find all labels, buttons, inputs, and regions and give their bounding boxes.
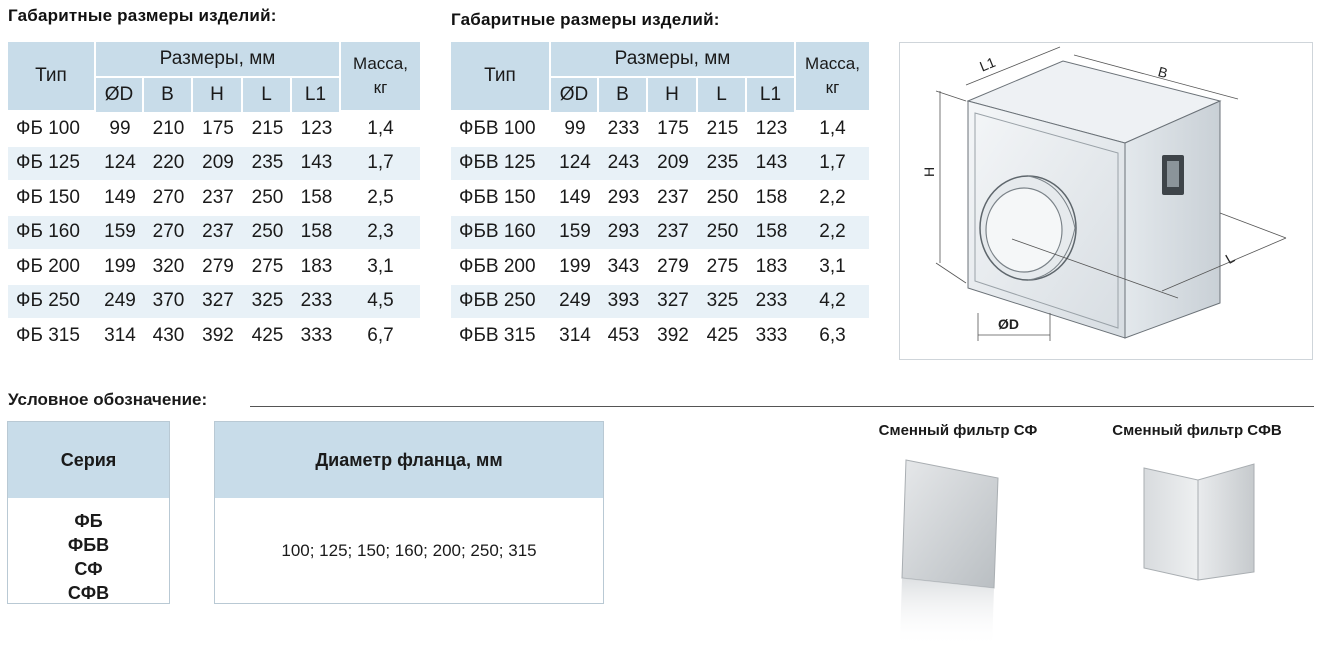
table-cell: 175 <box>193 112 243 147</box>
header-mass-line1: Масса, <box>353 54 408 73</box>
table-cell: 293 <box>599 216 648 251</box>
header-mass-line2: кг <box>373 78 388 97</box>
table-cell: 392 <box>193 319 243 354</box>
table-cell: 237 <box>193 216 243 251</box>
cell-type: ФБВ 125 <box>451 147 551 182</box>
cell-type: ФБ 125 <box>8 147 96 182</box>
table-cell: 333 <box>747 319 796 354</box>
table-cell: 243 <box>599 147 648 182</box>
table-row <box>451 147 869 182</box>
table-cell: 158 <box>292 181 341 216</box>
header-col-b: B <box>144 78 193 112</box>
cell-type: ФБ 100 <box>8 112 96 147</box>
table-cell: 1,7 <box>341 147 420 182</box>
table-cell: 124 <box>551 147 599 182</box>
table-cell: 235 <box>698 147 747 182</box>
table-cell: 250 <box>243 181 292 216</box>
cell-type: ФБВ 250 <box>451 285 551 320</box>
table-row <box>8 250 420 285</box>
table-row <box>8 285 420 320</box>
table-cell: 1,4 <box>796 112 869 147</box>
label-l1: L1 <box>977 53 998 75</box>
table-cell: 159 <box>551 216 599 251</box>
dimensions-table-fb <box>8 42 420 354</box>
table-cell: 123 <box>292 112 341 147</box>
table-cell: 159 <box>96 216 144 251</box>
cell-type: ФБ 250 <box>8 285 96 320</box>
table-cell: 250 <box>698 216 747 251</box>
filter-sf-image <box>880 450 1040 650</box>
cell-type: ФБВ 315 <box>451 319 551 354</box>
table-row <box>8 181 420 216</box>
table-row <box>451 285 869 320</box>
table-cell: 3,1 <box>796 250 869 285</box>
series-item: СФ <box>74 559 103 579</box>
header-col-l: L <box>698 78 747 112</box>
cell-type: ФБВ 150 <box>451 181 551 216</box>
diameter-header: Диаметр фланца, мм <box>215 422 603 498</box>
table-cell: 393 <box>599 285 648 320</box>
table-cell: 183 <box>292 250 341 285</box>
table-cell: 325 <box>243 285 292 320</box>
table-cell: 237 <box>648 216 698 251</box>
table-cell: 199 <box>551 250 599 285</box>
dimensions-table-fbv <box>451 42 869 354</box>
table-cell: 270 <box>144 181 193 216</box>
label-d: ØD <box>998 316 1019 332</box>
series-card <box>7 421 170 604</box>
table-cell: 320 <box>144 250 193 285</box>
table-cell: 430 <box>144 319 193 354</box>
table-cell: 279 <box>193 250 243 285</box>
header-mass-line1: Масса, <box>805 54 860 73</box>
table-cell: 199 <box>96 250 144 285</box>
dimension-diagram <box>899 42 1313 360</box>
header-type: Тип <box>451 42 551 112</box>
table-cell: 392 <box>648 319 698 354</box>
table-row <box>8 216 420 251</box>
table-cell: 233 <box>747 285 796 320</box>
table-cell: 343 <box>599 250 648 285</box>
table-cell: 4,2 <box>796 285 869 320</box>
table-cell: 314 <box>96 319 144 354</box>
table-cell: 425 <box>243 319 292 354</box>
table-cell: 250 <box>698 181 747 216</box>
table-cell: 99 <box>551 112 599 147</box>
table-cell: 143 <box>747 147 796 182</box>
header-col-l1: L1 <box>292 78 341 112</box>
series-item: ФБ <box>74 511 103 531</box>
header-col-d: ØD <box>551 78 599 112</box>
diameter-card <box>214 421 604 604</box>
series-item: ФБВ <box>67 535 110 555</box>
table-cell: 209 <box>648 147 698 182</box>
label-b: B <box>1156 63 1170 82</box>
table-cell: 314 <box>551 319 599 354</box>
table-cell: 2,2 <box>796 181 869 216</box>
left-table-heading: Габаритные размеры изделий: <box>8 6 277 25</box>
table-cell: 249 <box>551 285 599 320</box>
header-col-d: ØD <box>96 78 144 112</box>
table-row <box>451 181 869 216</box>
cell-type: ФБВ 200 <box>451 250 551 285</box>
filter-sfv-image <box>1130 450 1280 640</box>
filter-sfv-title: Сменный фильтр СФВ <box>1112 422 1282 439</box>
table-cell: 149 <box>551 181 599 216</box>
table-row <box>8 112 420 147</box>
header-mass <box>341 42 420 112</box>
table-cell: 158 <box>292 216 341 251</box>
header-col-h: H <box>193 78 243 112</box>
series-header: Серия <box>8 422 169 498</box>
table-cell: 175 <box>648 112 698 147</box>
table-cell: 235 <box>243 147 292 182</box>
table-row <box>451 216 869 251</box>
table-cell: 123 <box>747 112 796 147</box>
table-cell: 3,1 <box>341 250 420 285</box>
header-mass <box>796 42 869 112</box>
header-type: Тип <box>8 42 96 112</box>
table-cell: 6,3 <box>796 319 869 354</box>
legend-title: Условное обозначение: <box>8 390 208 409</box>
table-cell: 4,5 <box>341 285 420 320</box>
table-cell: 6,7 <box>341 319 420 354</box>
table-cell: 279 <box>648 250 698 285</box>
table-cell: 99 <box>96 112 144 147</box>
table-cell: 209 <box>193 147 243 182</box>
header-dimensions: Размеры, мм <box>96 42 341 78</box>
filter-sf-title: Сменный фильтр СФ <box>878 422 1038 439</box>
table-cell: 183 <box>747 250 796 285</box>
header-col-h: H <box>648 78 698 112</box>
table-cell: 425 <box>698 319 747 354</box>
table-cell: 158 <box>747 216 796 251</box>
table-cell: 249 <box>96 285 144 320</box>
legend-divider <box>250 406 1314 407</box>
cell-type: ФБ 150 <box>8 181 96 216</box>
table-cell: 237 <box>648 181 698 216</box>
header-dimensions: Размеры, мм <box>551 42 796 78</box>
header-col-l: L <box>243 78 292 112</box>
table-cell: 1,7 <box>796 147 869 182</box>
table-cell: 327 <box>193 285 243 320</box>
label-l: L <box>1222 249 1238 267</box>
table-cell: 250 <box>243 216 292 251</box>
table-cell: 220 <box>144 147 193 182</box>
header-col-l1: L1 <box>747 78 796 112</box>
header-mass-line2: кг <box>825 78 840 97</box>
table-cell: 270 <box>144 216 193 251</box>
cell-type: ФБВ 160 <box>451 216 551 251</box>
table-cell: 2,2 <box>796 216 869 251</box>
table-row <box>451 112 869 147</box>
table-cell: 453 <box>599 319 648 354</box>
box-side-face <box>1125 101 1220 338</box>
cell-type: ФБ 315 <box>8 319 96 354</box>
label-h: H <box>921 166 937 177</box>
header-col-b: B <box>599 78 648 112</box>
table-row <box>8 147 420 182</box>
table-cell: 275 <box>243 250 292 285</box>
series-item: СФВ <box>67 583 110 603</box>
table-cell: 149 <box>96 181 144 216</box>
table-row <box>8 319 420 354</box>
table-cell: 293 <box>599 181 648 216</box>
table-cell: 215 <box>243 112 292 147</box>
table-cell: 143 <box>292 147 341 182</box>
table-cell: 215 <box>698 112 747 147</box>
table-cell: 237 <box>193 181 243 216</box>
table-cell: 158 <box>747 181 796 216</box>
table-cell: 210 <box>144 112 193 147</box>
cell-type: ФБ 200 <box>8 250 96 285</box>
table-row <box>451 250 869 285</box>
cell-type: ФБВ 100 <box>451 112 551 147</box>
series-list <box>8 498 169 605</box>
table-cell: 325 <box>698 285 747 320</box>
table-cell: 275 <box>698 250 747 285</box>
right-table-heading: Габаритные размеры изделий: <box>451 10 720 29</box>
table-row <box>451 319 869 354</box>
table-cell: 333 <box>292 319 341 354</box>
cell-type: ФБ 160 <box>8 216 96 251</box>
diameter-values: 100; 125; 150; 160; 200; 250; 315 <box>281 540 537 560</box>
table-cell: 124 <box>96 147 144 182</box>
table-cell: 233 <box>599 112 648 147</box>
table-cell: 370 <box>144 285 193 320</box>
flange-inner <box>986 188 1062 272</box>
filter-box-drawing <box>900 43 1314 361</box>
table-cell: 233 <box>292 285 341 320</box>
table-cell: 327 <box>648 285 698 320</box>
table-cell: 1,4 <box>341 112 420 147</box>
table-cell: 2,3 <box>341 216 420 251</box>
table-cell: 2,5 <box>341 181 420 216</box>
